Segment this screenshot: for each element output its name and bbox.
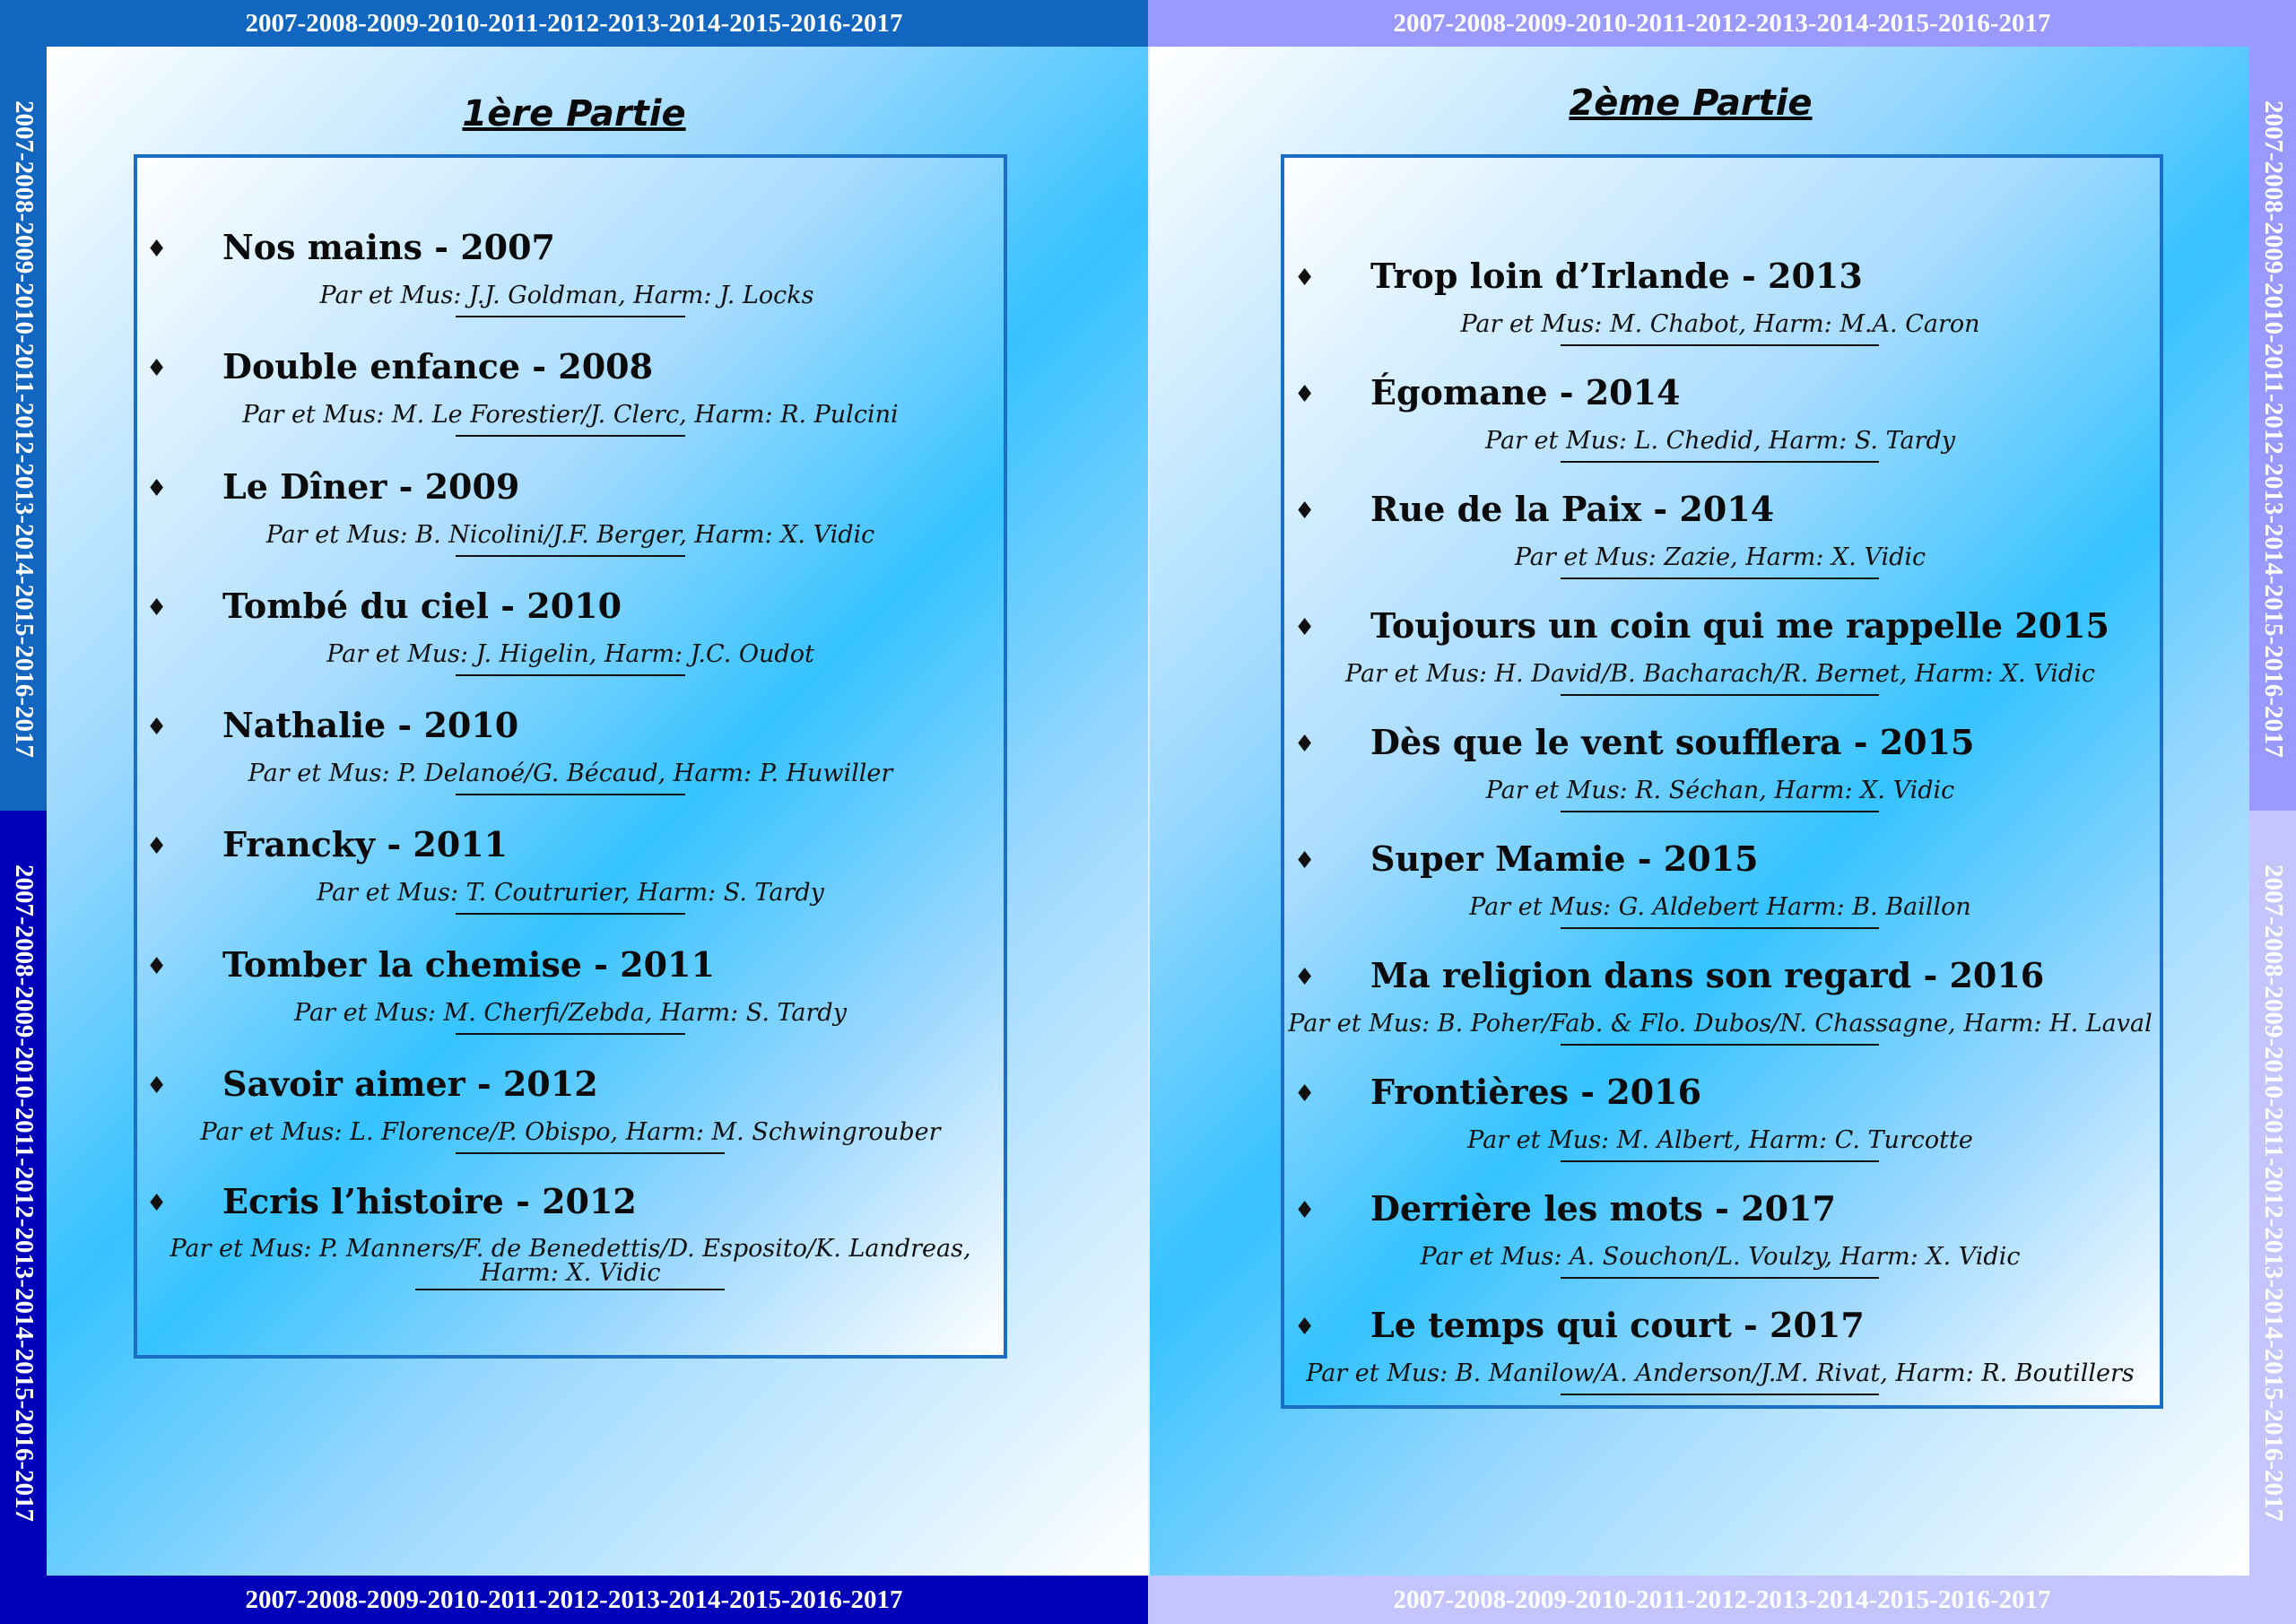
song-credit: Par et Mus: A. Souchon/L. Voulzy, Harm: X. Vidic bbox=[1420, 1243, 2021, 1271]
diamond-bullet-icon: ♦ bbox=[1294, 964, 1316, 991]
song-credit: Par et Mus: M. Le Forestier/J. Clerc, Harm: R. Pulcini bbox=[242, 401, 899, 429]
diamond-bullet-icon: ♦ bbox=[146, 1190, 168, 1217]
song-credit: Par et Mus: R. Séchan, Harm: X. Vidic bbox=[1485, 777, 1955, 804]
underline bbox=[456, 316, 685, 317]
song-title: Nathalie - 2010 bbox=[222, 705, 519, 745]
song-title: Double enfance - 2008 bbox=[222, 346, 654, 386]
song-credit: Par et Mus: L. Chedid, Harm: S. Tardy bbox=[1485, 427, 1955, 455]
song-title: Super Mamie - 2015 bbox=[1370, 838, 1759, 879]
underline bbox=[1561, 578, 1879, 579]
diamond-bullet-icon: ♦ bbox=[146, 236, 168, 263]
underline bbox=[456, 674, 685, 676]
side-band-left-top bbox=[0, 47, 47, 811]
song-title: Ecris l’histoire - 2012 bbox=[222, 1181, 637, 1221]
song-title: Frontières - 2016 bbox=[1370, 1072, 1702, 1112]
song-credit: Par et Mus: M. Cherfi/Zebda, Harm: S. Tardy bbox=[294, 999, 847, 1027]
top-band-left bbox=[0, 0, 1148, 47]
song-credit: Par et Mus: P. Delanoé/G. Bécaud, Harm: P. Huwiller bbox=[248, 760, 893, 787]
years-band-text: 2007-2008-2009-2010-2011-2012-2013-2014-2015-2016-2017 bbox=[1393, 8, 2051, 38]
years-band-text: 2007-2008-2009-2010-2011-2012-2013-2014-2015-2016-2017 bbox=[9, 864, 39, 1522]
years-band-text: 2007-2008-2009-2010-2011-2012-2013-2014-2015-2016-2017 bbox=[245, 1585, 903, 1614]
underline bbox=[456, 1152, 725, 1154]
diamond-bullet-icon: ♦ bbox=[1294, 381, 1316, 408]
diamond-bullet-icon: ♦ bbox=[1294, 265, 1316, 291]
underline bbox=[456, 794, 685, 795]
page-divider bbox=[1148, 47, 1150, 1576]
underline bbox=[1561, 344, 1879, 346]
song-title: Tombé du ciel - 2010 bbox=[222, 586, 622, 626]
underline bbox=[456, 435, 685, 437]
underline bbox=[456, 913, 685, 915]
song-title: Tomber la chemise - 2011 bbox=[222, 944, 715, 985]
song-title: Le Dîner - 2009 bbox=[222, 466, 520, 507]
top-band-right bbox=[1148, 0, 2296, 47]
song-credit: Par et Mus: Zazie, Harm: X. Vidic bbox=[1514, 543, 1926, 571]
underline bbox=[1561, 1160, 1879, 1162]
years-band-text: 2007-2008-2009-2010-2011-2012-2013-2014-2015-2016-2017 bbox=[2258, 100, 2288, 758]
underline bbox=[1561, 927, 1879, 929]
song-credit: Par et Mus: M. Chabot, Harm: M.A. Caron bbox=[1460, 310, 1980, 338]
diamond-bullet-icon: ♦ bbox=[146, 833, 168, 860]
diamond-bullet-icon: ♦ bbox=[146, 953, 168, 980]
song-title: Trop loin d’Irlande - 2013 bbox=[1370, 256, 1863, 296]
song-credit: Par et Mus: B. Manilow/A. Anderson/J.M. Rivat, Harm: R. Boutillers bbox=[1306, 1359, 2135, 1387]
song-credit: Par et Mus: B. Poher/Fab. & Flo. Dubos/N. Chassagne, Harm: H. Laval bbox=[1288, 1010, 2152, 1038]
diamond-bullet-icon: ♦ bbox=[1294, 1314, 1316, 1341]
song-title: Dès que le vent soufflera - 2015 bbox=[1370, 722, 1975, 762]
song-title: Nos mains - 2007 bbox=[222, 227, 555, 267]
song-title: Savoir aimer - 2012 bbox=[222, 1064, 598, 1104]
song-title: Ma religion dans son regard - 2016 bbox=[1370, 955, 2045, 995]
part2-title: 2ème Partie bbox=[1569, 83, 1813, 124]
diamond-bullet-icon: ♦ bbox=[146, 475, 168, 502]
song-title: Toujours un coin qui me rappelle 2015 bbox=[1370, 605, 2109, 646]
years-band-text: 2007-2008-2009-2010-2011-2012-2013-2014-2015-2016-2017 bbox=[245, 8, 903, 38]
side-band-right-bottom bbox=[2249, 811, 2296, 1576]
song-title: Égomane - 2014 bbox=[1370, 372, 1681, 413]
side-band-right-top bbox=[2249, 47, 2296, 811]
underline bbox=[456, 555, 685, 557]
underline bbox=[1561, 1044, 1879, 1046]
song-title: Le temps qui court - 2017 bbox=[1370, 1305, 1865, 1345]
diamond-bullet-icon: ♦ bbox=[146, 714, 168, 741]
diamond-bullet-icon: ♦ bbox=[1294, 1197, 1316, 1224]
underline bbox=[1561, 461, 1879, 463]
diamond-bullet-icon: ♦ bbox=[1294, 1081, 1316, 1107]
diamond-bullet-icon: ♦ bbox=[1294, 847, 1316, 874]
song-credit: Par et Mus: T. Coutrurier, Harm: S. Tardy bbox=[317, 879, 824, 907]
diamond-bullet-icon: ♦ bbox=[1294, 614, 1316, 641]
song-credit: Par et Mus: J.J. Goldman, Harm: J. Locks bbox=[319, 282, 814, 309]
part1-program-box bbox=[134, 154, 1007, 1359]
song-credit-continued: Harm: X. Vidic bbox=[480, 1259, 661, 1287]
underline bbox=[1561, 1277, 1879, 1279]
diamond-bullet-icon: ♦ bbox=[146, 1073, 168, 1099]
bottom-band-left bbox=[0, 1576, 1148, 1624]
diamond-bullet-icon: ♦ bbox=[1294, 731, 1316, 758]
song-credit: Par et Mus: B. Nicolini/J.F. Berger, Harm: X. Vidic bbox=[265, 521, 875, 549]
song-credit: Par et Mus: L. Florence/P. Obispo, Harm: M. Schwingrouber bbox=[200, 1118, 941, 1146]
underline bbox=[1561, 811, 1879, 812]
diamond-bullet-icon: ♦ bbox=[146, 355, 168, 382]
song-credit: Par et Mus: H. David/B. Bacharach/R. Bernet, Harm: X. Vidic bbox=[1345, 660, 2095, 688]
underline bbox=[415, 1289, 725, 1290]
bottom-band-right bbox=[1148, 1576, 2296, 1624]
underline bbox=[456, 1033, 685, 1035]
years-band-text: 2007-2008-2009-2010-2011-2012-2013-2014-2015-2016-2017 bbox=[2258, 864, 2288, 1522]
song-credit: Par et Mus: M. Albert, Harm: C. Turcotte bbox=[1467, 1126, 1973, 1154]
diamond-bullet-icon: ♦ bbox=[146, 595, 168, 621]
song-title: Francky - 2011 bbox=[222, 824, 509, 864]
years-band-text: 2007-2008-2009-2010-2011-2012-2013-2014-2015-2016-2017 bbox=[9, 100, 39, 758]
song-credit: Par et Mus: P. Manners/F. de Benedettis/D. Esposito/K. Landreas, bbox=[170, 1235, 971, 1263]
years-band-text: 2007-2008-2009-2010-2011-2012-2013-2014-2015-2016-2017 bbox=[1393, 1585, 2051, 1614]
underline bbox=[1561, 694, 1879, 696]
song-credit: Par et Mus: G. Aldebert Harm: B. Baillon bbox=[1469, 893, 1971, 921]
song-title: Derrière les mots - 2017 bbox=[1370, 1188, 1836, 1229]
song-credit: Par et Mus: J. Higelin, Harm: J.C. Oudot bbox=[326, 640, 814, 668]
part1-title: 1ère Partie bbox=[462, 93, 686, 135]
underline bbox=[1561, 1394, 1879, 1395]
diamond-bullet-icon: ♦ bbox=[1294, 498, 1316, 525]
song-title: Rue de la Paix - 2014 bbox=[1370, 489, 1775, 529]
side-band-left-bottom bbox=[0, 811, 47, 1576]
